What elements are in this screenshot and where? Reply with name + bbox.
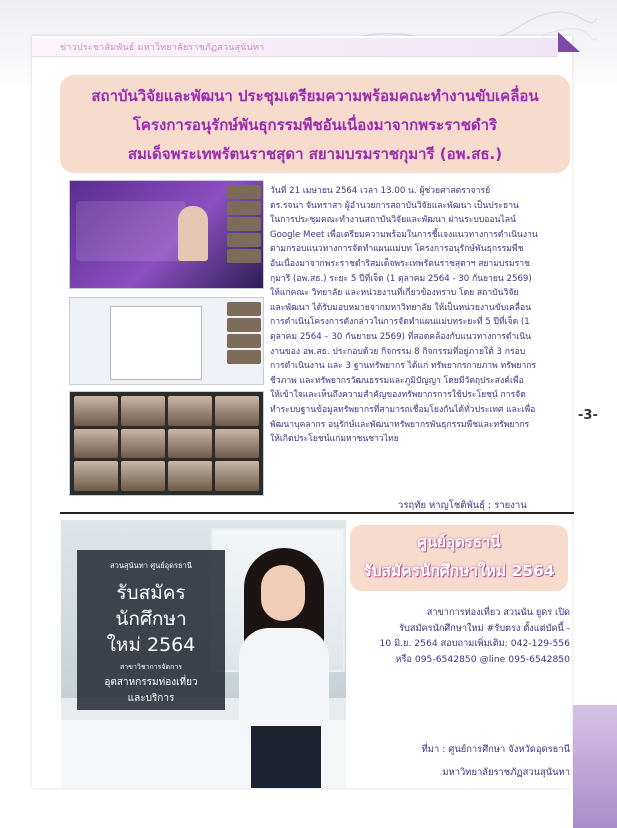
sign-line-2: รับสมัคร	[116, 582, 186, 604]
sign-line-6: อุตสาหกรรมท่องเที่ยว	[104, 677, 198, 688]
article-body: วันที่ 21 เมษายน 2564 เวลา 13.00 น. ผู้ช่วยศาสตราจารย์ ดร.รจนา จันทราสา ผู้อำนวยการสถาบันวิจัยและพัฒนา เป็นประธาน ในการประชุมคณะทำงานสถาบันวิจัยและพัฒนา ผ่านระบบออนไลน์ Google Meet เพื่อเตรียมความพร้อมในการชี้แจงแนวทางการดำเนินงาน ตามกรอบแนวทางการจัดทำแผนแม่บท โครงการอนุรักษ์พันธุกรรมพืช อันเนื่องมาจากพระราชดำริสมเด็จพระเทพรัตนราชสุดาฯ สยามบรมราช กุมารี (อพ.สธ.) ระยะ 5 ปีที่เจ็ด (1 ตุลาคม 2564 - 30 กันยายน 2569) ให้แก่คณะ วิทยาลัย และหน่วยงานที่เกี่ยวข้องทราบ โดย สถาบันวิจัย และพัฒนา ได้รับมอบหมายจากมหาวิทยาลัย ให้เป็นหน่วยงานขับเคลื่อน การดำเนินโครงการดังกล่าวในการจัดทำแผนแม่บทระยะที่ 5 ปีที่เจ็ด (1 ตุลาคม 2564 – 30 กันยายน 2569) ที่สอดคล้องกับแนวทางการดำเนิน งานของ อพ.สธ. ประกอบด้วย กิจกรรม 8 กิจกรรมที่อยู่ภายใต้ 3 กรอบ การดำเนินงาน และ 3 ฐานทรัพยากร ได้แก่ ทรัพยากรกายภาพ ทรัพยากร ชีวภาพ และทรัพยากรวัฒนธรรมและภูมิปัญญา โดยมีวัตถุประสงค์เพื่อ ให้เข้าใจและเห็นถึงความสำคัญของทรัพยากรการใช้ประโยชน์ การจัด ทำระบบฐานข้อมูลทรัพยากรที่สามารถเชื่อมโยงกันได้ทั่วประเทศ และเพื่อ พัฒนาบุคลากร อนุรักษ์และพัฒนาทรัพยากรพันธุกรรมพืชและทรัพยากร ให้เกิดประโยชน์แก่มหาชนชาวไทย	[270, 186, 538, 445]
promo-body: สาขาการท่องเที่ยว สวนนัน ยูดร เปิด รับสมัครนักศึกษาใหม่ #รับตรง ตั้งแต่บัดนี้ - 10 มิ.ย. 2564 สอบถามเพิ่มเติม: 042-129-556 หรือ 095-6542850 @line 095-6542850	[379, 607, 570, 665]
promo-title-line-2: รับสมัครนักศึกษาใหม่ 2564	[363, 562, 555, 580]
student-figure-face	[261, 565, 305, 621]
sign-line-3: นักศึกษา	[115, 608, 187, 630]
promo-photo	[61, 520, 346, 788]
sign-line-4: ใหม่ 2564	[106, 634, 196, 656]
side-decoration	[573, 705, 617, 828]
sign-line-7: และบริการ	[127, 693, 175, 704]
sign-line-1: สวนสุนันทา ศูนย์อุดรธานี	[110, 561, 192, 570]
promo-sign	[77, 550, 225, 710]
article-byline: วรฤทัย หาญโชติพันธุ์ : รายงาน	[398, 500, 527, 511]
sign-line-5: สาขาวิชาการจัดการ	[119, 663, 183, 671]
article-title-line-3: สมเด็จพระเทพรัตนราชสุดา สยามบรมราชกุมารี (อพ.สธ.)	[127, 145, 503, 163]
article-title-line-1: สถาบันวิจัยและพัฒนา ประชุมเตรียมความพร้อมคณะทำงานขับเคลื่อน	[91, 87, 539, 105]
promo-source-line-2: มหาวิทยาลัยราชภัฏสวนสุนันทา	[442, 767, 570, 778]
page-number: -3-	[578, 408, 598, 423]
meeting-screenshot-3	[69, 391, 264, 496]
corner-fold-decoration	[558, 32, 580, 52]
promo-title-line-1: ศูนย์อุดรธานี	[417, 533, 501, 551]
header-section-label: ข่าวประชาสัมพันธ์ มหาวิทยาลัยราชภัฏสวนสุนันทา	[60, 43, 265, 53]
meeting-screenshot-2	[69, 297, 264, 385]
student-figure-shirt	[239, 628, 329, 738]
article-title-line-2: โครงการอนุรักษ์พันธุกรรมพืชอันเนื่องมาจากพระราชดำริ	[132, 116, 498, 134]
meeting-screenshot-1	[69, 180, 264, 289]
section-divider	[60, 512, 574, 514]
promo-source-line-1: ที่มา : ศูนย์การศึกษา จังหวัดอุดรธานี	[421, 744, 570, 755]
student-figure-skirt	[251, 726, 321, 788]
